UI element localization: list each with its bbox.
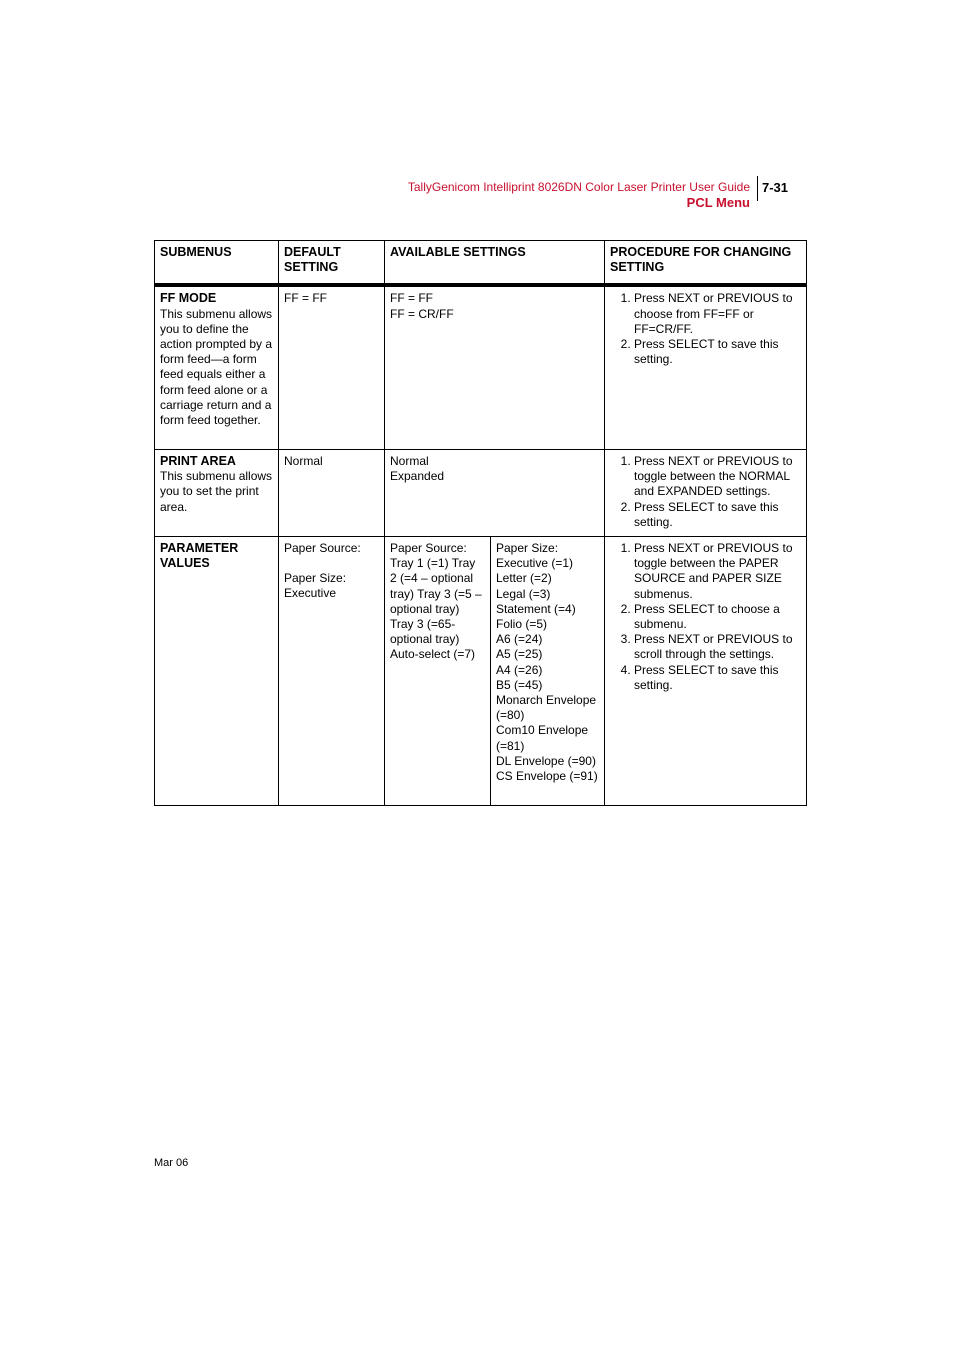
procedure-step: 1. Press NEXT or PREVIOUS to toggle between the PAPER SOURCE and PAPER SIZE submenus. — [634, 541, 801, 602]
paper-size-cell — [491, 536, 605, 805]
default-size-label: Paper Size: — [284, 571, 347, 586]
submenu-description: This submenu allows you to set the print area. — [160, 469, 273, 514]
procedure-step: 4. Press SELECT to save this setting. — [634, 663, 801, 693]
available-cell — [385, 449, 605, 536]
procedure-cell — [605, 536, 807, 805]
available-option: FF = CR/FF — [390, 306, 454, 321]
procedure-step: 2. Press SELECT to save this setting. — [634, 500, 801, 530]
default-size-value: Executive — [284, 586, 337, 601]
procedure-step: 1. Press NEXT or PREVIOUS to toggle between the NORMAL and EXPANDED settings. — [634, 454, 801, 500]
submenu-title: PRINT AREA — [160, 453, 236, 468]
footer-date: Mar 06 — [154, 1157, 189, 1169]
table-header-row — [155, 241, 807, 286]
paper-source-options: Tray 1 (=1) Tray 2 (=4 – optional tray) Tray 3 (=5 – optional tray) Tray 3 (=65-optional tray) — [390, 556, 482, 647]
procedure-step: 2. Press SELECT to choose a submenu. — [634, 602, 801, 632]
procedure-step: 1. Press NEXT or PREVIOUS to choose from FF=FF or FF=CR/FF. — [634, 291, 801, 337]
submenu-cell — [155, 536, 279, 805]
paper-size-option: Statement (=4) — [496, 601, 576, 616]
paper-size-option: A6 (=24) — [496, 632, 543, 647]
col-header-available: AVAILABLE SETTINGS — [385, 241, 605, 286]
paper-size-option: Executive (=1) — [496, 556, 574, 571]
submenu-description: This submenu allows you to define the action prompted by a form feed—a form feed equals either a form feed alone or a carriage return and a form feed together. — [160, 306, 273, 428]
procedure-cell — [605, 449, 807, 536]
procedure-step: 3. Press NEXT or PREVIOUS to scroll through the settings. — [634, 632, 801, 662]
col-header-submenus: SUBMENUS — [155, 241, 279, 286]
default-cell — [279, 536, 385, 805]
col-header-default: DEFAULT SETTING — [279, 241, 385, 286]
table-row — [155, 449, 807, 536]
default-cell: FF = FF — [279, 285, 385, 449]
paper-source-cell — [385, 536, 491, 805]
paper-size-option: B5 (=45) — [496, 677, 543, 692]
submenu-cell — [155, 449, 279, 536]
header-divider — [757, 176, 758, 201]
submenu-title: PARAMETER VALUES — [160, 540, 239, 571]
paper-size-option: Folio (=5) — [496, 616, 548, 631]
available-option: Normal — [390, 453, 429, 468]
available-cell — [385, 285, 605, 449]
available-option: Expanded — [390, 469, 445, 484]
paper-size-option: A5 (=25) — [496, 647, 543, 662]
page-header — [408, 180, 750, 210]
default-source-label: Paper Source: — [284, 540, 361, 555]
table-row — [155, 285, 807, 449]
pcl-menu-table — [154, 240, 807, 806]
available-option: FF = FF — [390, 291, 433, 306]
paper-size-option: DL Envelope (=90) — [496, 753, 596, 768]
submenu-title: FF MODE — [160, 291, 217, 306]
paper-source-label: Paper Source: — [390, 540, 467, 555]
submenu-cell — [155, 285, 279, 449]
paper-size-option: Monarch Envelope (=80) — [496, 692, 597, 723]
section-title: PCL Menu — [686, 195, 750, 210]
col-header-procedure: PROCEDURE FOR CHANGING SETTING — [605, 241, 807, 286]
procedure-step: 2. Press SELECT to save this setting. — [634, 337, 801, 367]
procedure-cell — [605, 285, 807, 449]
page-number: 7-31 — [762, 180, 789, 195]
paper-size-option: Legal (=3) — [496, 586, 551, 601]
paper-size-option: CS Envelope (=91) — [496, 768, 598, 783]
default-cell: Normal — [279, 449, 385, 536]
table-row — [155, 536, 807, 805]
paper-source-auto: Auto-select (=7) — [390, 647, 476, 662]
paper-size-label: Paper Size: — [496, 540, 559, 555]
paper-size-option: Letter (=2) — [496, 571, 552, 586]
paper-size-option: Com10 Envelope (=81) — [496, 723, 589, 753]
paper-size-option: A4 (=26) — [496, 662, 543, 677]
guide-title: TallyGenicom Intelliprint 8026DN Color Laser Printer User Guide — [407, 180, 750, 194]
